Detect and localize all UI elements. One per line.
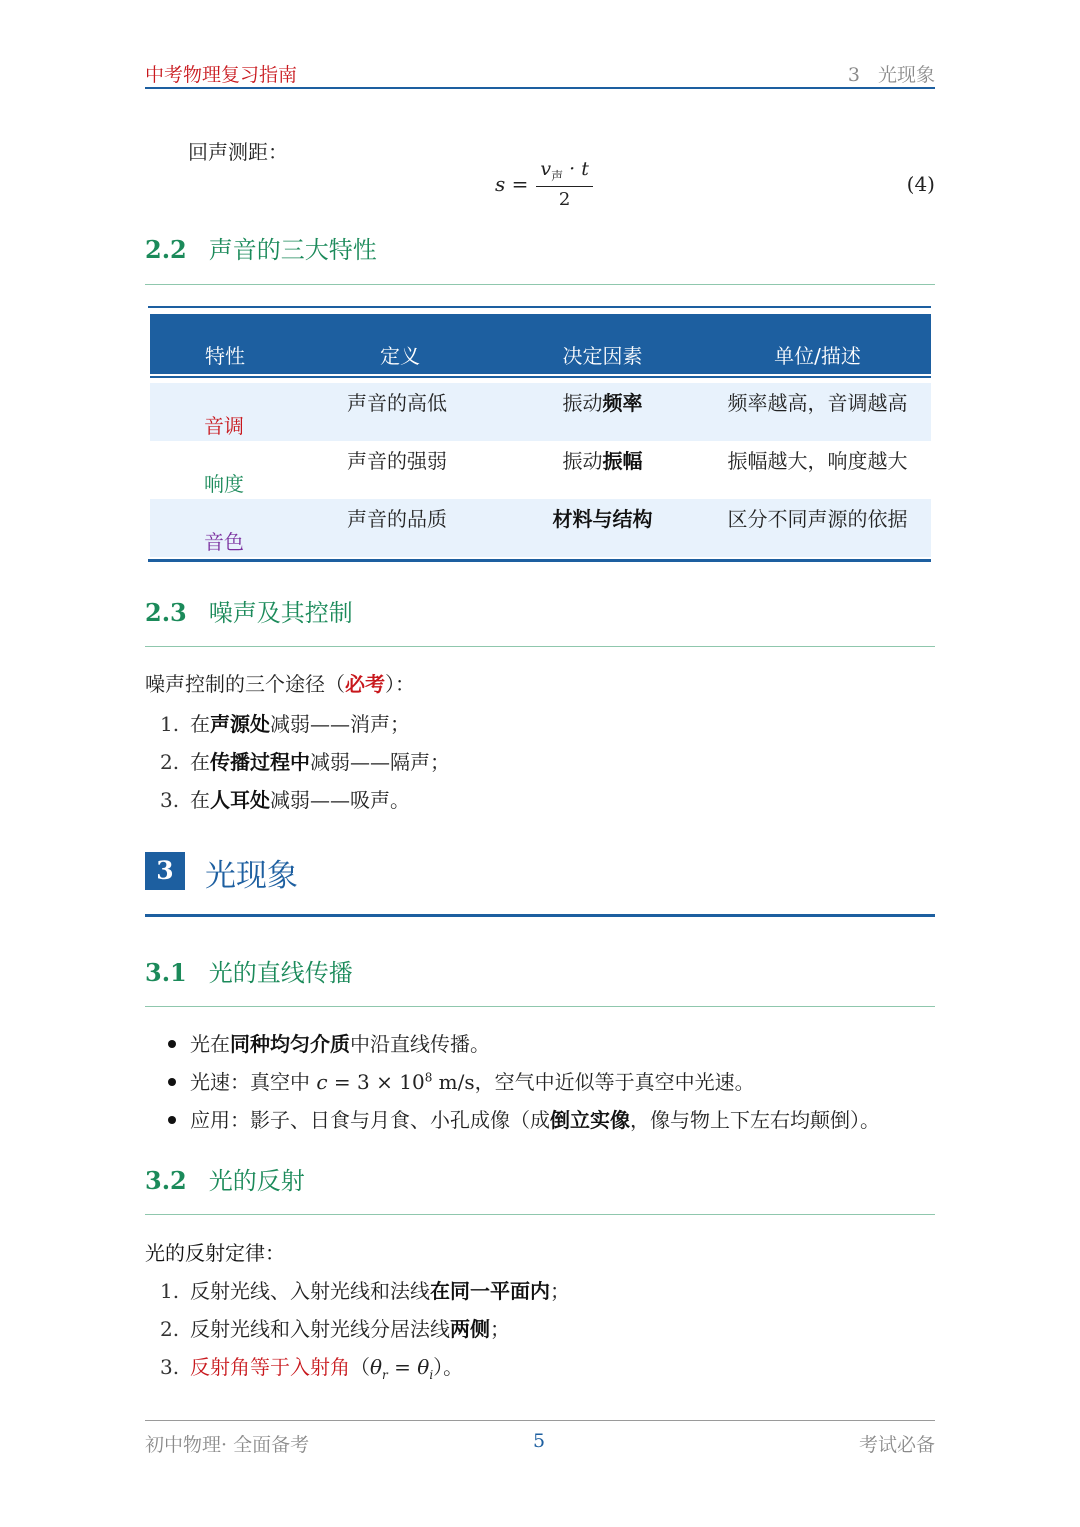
list-number: 1. xyxy=(160,1279,180,1303)
item-text: 中沿直线传播。 xyxy=(350,1032,490,1056)
factor-plain: 振动 xyxy=(562,391,603,415)
item-text: （ xyxy=(350,1355,370,1379)
equation-lhs: s = xyxy=(495,171,529,196)
math-theta: θ xyxy=(417,1355,430,1379)
item-text: ； xyxy=(550,1279,570,1303)
item-text: 光在 xyxy=(190,1032,230,1056)
running-header-section xyxy=(848,60,935,87)
section-rule xyxy=(145,1214,935,1215)
section-heading-2-3 xyxy=(145,593,353,628)
item-text: 反射光线、入射光线和法线 xyxy=(190,1279,430,1303)
math-subscript: i xyxy=(429,1368,434,1382)
factor-plain: 振动 xyxy=(562,449,603,473)
table-cell-description: 频率越高，音调越高 xyxy=(727,391,908,415)
item-text: 在 xyxy=(190,788,210,812)
item-bold: 两侧 xyxy=(450,1317,490,1341)
bullet-icon xyxy=(168,1116,176,1124)
intro-text: 噪声控制的三个途径（ xyxy=(145,672,345,696)
item-text: ）。 xyxy=(433,1355,464,1379)
bullet-item xyxy=(168,1028,490,1057)
header-rule xyxy=(145,87,935,89)
math-subscript: r xyxy=(382,1368,388,1382)
table-header-cell: 决定因素 xyxy=(562,344,643,368)
math-c: c xyxy=(316,1070,328,1094)
running-header-title: 中考物理复习指南 xyxy=(145,64,298,86)
equation-number: (4) xyxy=(906,172,935,196)
section-title: 光的直线传播 xyxy=(208,959,353,987)
table-top-rule xyxy=(148,306,931,308)
item-text: 反射光线和入射光线分居法线 xyxy=(190,1317,450,1341)
item-bold: 同种均匀介质 xyxy=(230,1032,350,1056)
list-item xyxy=(160,1313,510,1342)
chapter-rule xyxy=(145,914,935,917)
table-cell-factor xyxy=(520,503,685,532)
noise-intro xyxy=(145,668,415,697)
bullet-item xyxy=(168,1104,880,1133)
item-text: 减弱——吸声。 xyxy=(270,788,410,812)
list-item xyxy=(160,784,410,813)
must-test-highlight: 必考 xyxy=(345,672,385,696)
echo-equation xyxy=(495,158,593,210)
chapter-number-badge: 3 xyxy=(145,852,185,890)
echo-label: 回声测距： xyxy=(188,140,288,164)
table-cell-property: 音调 xyxy=(204,414,244,438)
table-header-cell: 单位/描述 xyxy=(774,344,861,368)
item-text: 减弱——消声； xyxy=(270,712,410,736)
list-item xyxy=(160,708,410,737)
factor-bold: 频率 xyxy=(602,391,643,415)
table-header-cell: 特性 xyxy=(205,344,245,368)
list-number: 1. xyxy=(160,712,180,736)
table-cell-definition: 声音的强弱 xyxy=(347,449,447,473)
list-number: 3. xyxy=(160,1355,180,1379)
item-text: 在 xyxy=(190,750,210,774)
table-cell-definition: 声音的高低 xyxy=(347,391,447,415)
numerator-rest: · t xyxy=(563,158,589,180)
section-number: 2.2 xyxy=(145,235,187,264)
list-item xyxy=(160,746,450,775)
footer-left: 初中物理· 全面备考 xyxy=(145,1434,310,1456)
item-text: ，空气中近似等于真空中光速。 xyxy=(474,1070,755,1094)
section-rule xyxy=(145,1006,935,1007)
header-section-title: 光现象 xyxy=(877,64,935,86)
chapter-title: 光现象 xyxy=(205,858,298,894)
equation-fraction xyxy=(536,158,593,210)
table-header-rule xyxy=(150,376,931,378)
list-item xyxy=(160,1275,570,1304)
section-number: 3.2 xyxy=(145,1166,187,1195)
factor-bold: 材料与结构 xyxy=(552,507,653,531)
reflection-law-label: 光的反射定律： xyxy=(145,1241,285,1265)
item-highlight: 反射角等于入射角 xyxy=(190,1355,350,1379)
math-equals: = xyxy=(387,1355,418,1379)
fraction-numerator xyxy=(536,158,593,187)
table-bottom-rule xyxy=(148,559,931,562)
item-bold: 传播过程中 xyxy=(210,750,310,774)
bullet-icon xyxy=(168,1040,176,1048)
bullet-item xyxy=(168,1066,755,1095)
header-section-number: 3 xyxy=(847,64,860,86)
list-item xyxy=(160,1351,463,1382)
table-cell-definition: 声音的品质 xyxy=(347,507,447,531)
item-bold: 声源处 xyxy=(210,712,270,736)
footer-rule xyxy=(145,1420,935,1421)
section-rule xyxy=(145,284,935,285)
bullet-icon xyxy=(168,1078,176,1086)
item-text: ，像与物上下左右均颠倒）。 xyxy=(630,1108,880,1132)
item-text: 应用：影子、日食与月食、小孔成像（成 xyxy=(190,1108,550,1132)
table-header-cell: 定义 xyxy=(380,344,420,368)
section-heading-3-2 xyxy=(145,1161,305,1196)
section-number: 2.3 xyxy=(145,598,187,627)
item-bold: 人耳处 xyxy=(210,788,270,812)
table-cell-factor xyxy=(520,387,685,416)
list-number: 2. xyxy=(160,1317,180,1341)
item-text: 光速：真空中 xyxy=(190,1070,317,1094)
section-heading-2-2 xyxy=(145,230,377,265)
section-number: 3.1 xyxy=(145,958,187,987)
table-cell-description: 振幅越大，响度越大 xyxy=(727,449,908,473)
item-bold: 在同一平面内 xyxy=(430,1279,550,1303)
intro-text-end: ）： xyxy=(385,672,415,696)
math-value: = 3 × 10 xyxy=(327,1070,425,1094)
table-cell-property: 响度 xyxy=(204,472,244,496)
section-title: 声音的三大特性 xyxy=(208,236,377,264)
section-title: 光的反射 xyxy=(208,1167,305,1195)
page-number: 5 xyxy=(533,1430,546,1452)
item-text: 减弱——隔声； xyxy=(310,750,450,774)
math-exponent: 8 xyxy=(424,1070,433,1085)
fraction-denominator: 2 xyxy=(558,188,571,210)
math-theta: θ xyxy=(370,1355,383,1379)
item-bold: 倒立实像 xyxy=(550,1108,630,1132)
table-cell-description: 区分不同声源的依据 xyxy=(727,507,908,531)
section-title: 噪声及其控制 xyxy=(208,599,353,627)
numerator-v: v xyxy=(540,158,552,180)
item-text: 在 xyxy=(190,712,210,736)
section-heading-3-1 xyxy=(145,953,353,988)
factor-bold: 振幅 xyxy=(602,449,643,473)
section-rule xyxy=(145,646,935,647)
list-number: 3. xyxy=(160,788,180,812)
table-cell-property: 音色 xyxy=(204,530,244,554)
footer-right: 考试必备 xyxy=(858,1434,935,1456)
list-number: 2. xyxy=(160,750,180,774)
numerator-subscript: 声 xyxy=(551,168,564,183)
math-unit: m/s xyxy=(432,1070,475,1094)
item-text: ； xyxy=(490,1317,510,1341)
table-cell-factor xyxy=(520,445,685,474)
